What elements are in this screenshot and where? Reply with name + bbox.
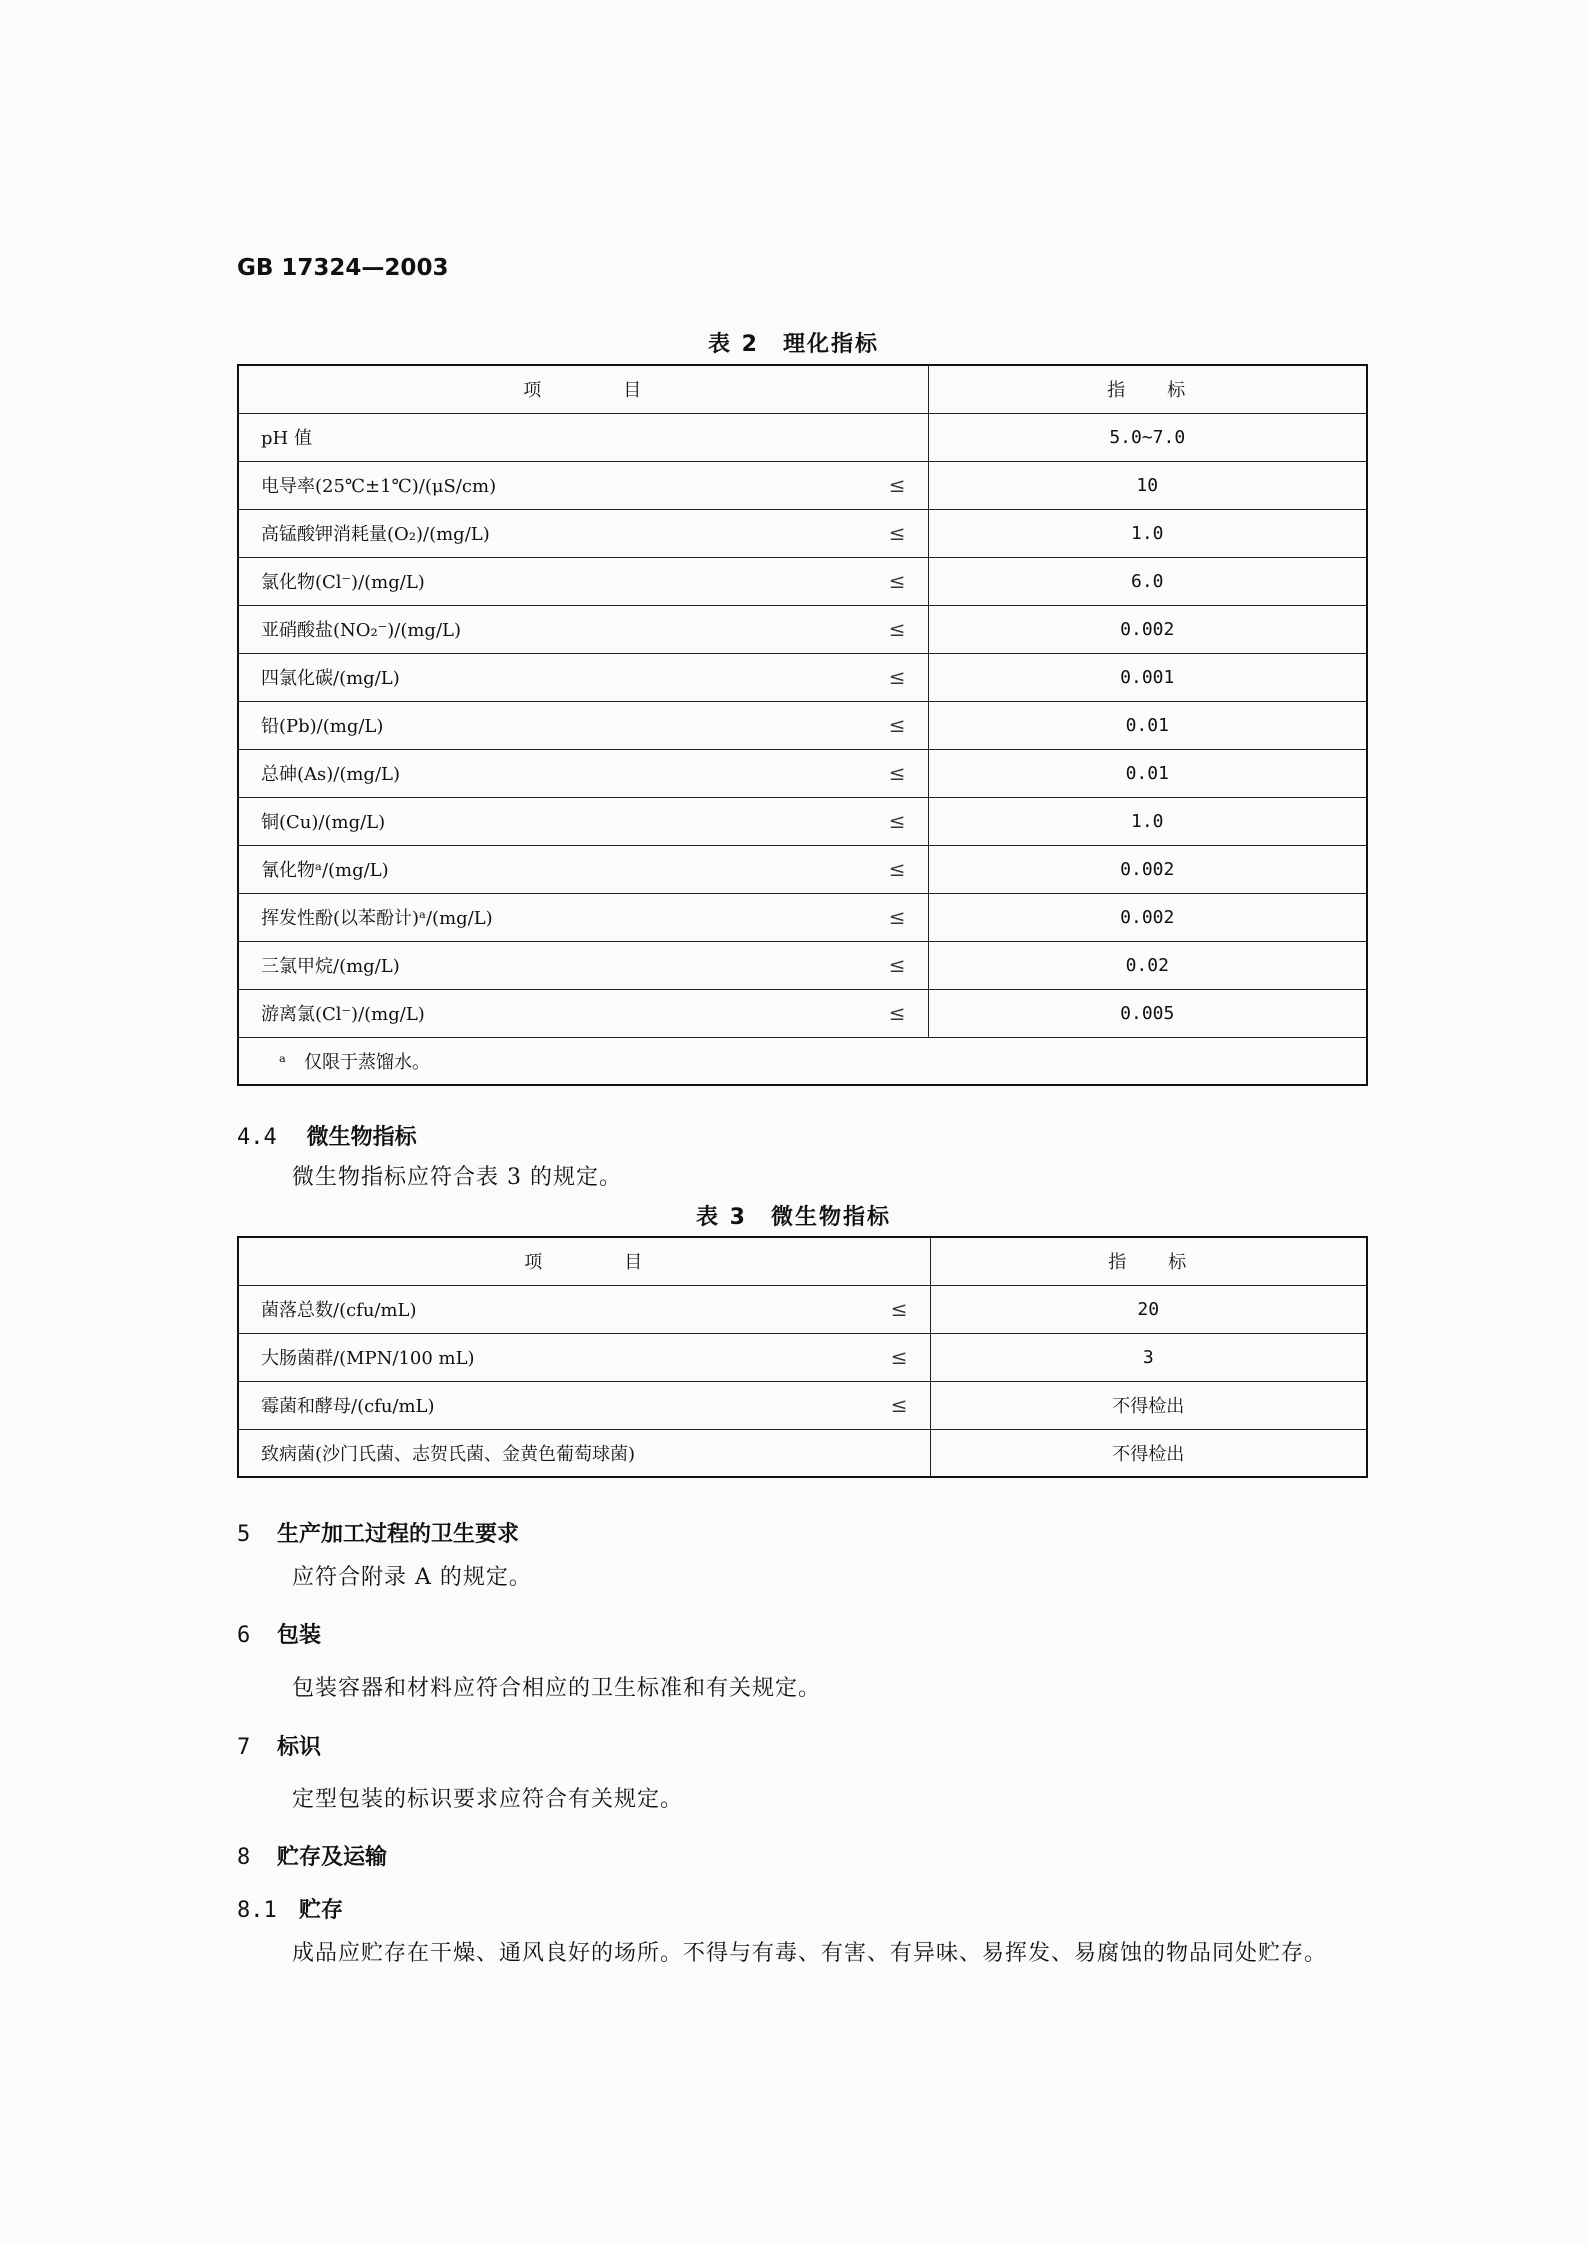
table2-item-cell (238, 941, 928, 989)
table2-item-cell (238, 605, 928, 653)
table2-value-cell: 0.01 (928, 701, 1367, 749)
table3-caption: 表 3 微生物指标 (696, 1205, 891, 1230)
section-title: 贮存及运输 (277, 1845, 388, 1870)
item-label: 菌落总数/(cfu/mL) (261, 1300, 417, 1321)
table2-item-cell (238, 749, 928, 797)
table2-row (238, 413, 1367, 461)
item-label: 四氯化碳/(mg/L) (261, 668, 400, 689)
section-4-4-heading (237, 1120, 417, 1151)
section-text: 应符合附录 A 的规定。 (292, 1565, 532, 1590)
table3-value-cell: 不得检出 (930, 1429, 1367, 1477)
table3-value-cell: 20 (930, 1285, 1367, 1333)
comparison-operator: ≤ (888, 713, 906, 737)
comparison-operator: ≤ (888, 905, 906, 929)
item-wrap (261, 712, 928, 738)
table2-col-value: 指 标 (928, 365, 1367, 413)
table2-value-cell: 0.01 (928, 749, 1367, 797)
item-wrap (261, 760, 928, 786)
item-wrap (261, 472, 928, 498)
section-heading (237, 1618, 321, 1649)
comparison-operator: ≤ (888, 1001, 906, 1025)
table3-item-cell (238, 1333, 930, 1381)
table2-caption: 表 2 理化指标 (708, 332, 879, 357)
item-label: 大肠菌群/(MPN/100 mL) (261, 1348, 475, 1369)
section-number: 8.1 (237, 1898, 277, 1923)
item-label: 霉菌和酵母/(cfu/mL) (261, 1396, 435, 1417)
table2-item-cell (238, 701, 928, 749)
section-heading (237, 1730, 321, 1761)
table3-row (238, 1333, 1367, 1381)
table2-row (238, 749, 1367, 797)
table2-row (238, 893, 1367, 941)
comparison-operator: ≤ (888, 809, 906, 833)
table2-value-cell: 0.005 (928, 989, 1367, 1037)
table2-row (238, 701, 1367, 749)
table3-row (238, 1429, 1367, 1477)
table3-col-item: 项 目 (238, 1237, 930, 1285)
table2-item-cell (238, 845, 928, 893)
section-title: 标识 (277, 1735, 322, 1760)
section-number: 7 (237, 1735, 251, 1760)
table2-item-cell (238, 413, 928, 461)
item-label: 氰化物ᵃ/(mg/L) (261, 860, 389, 881)
item-wrap (261, 1392, 930, 1418)
item-wrap (261, 1000, 928, 1026)
item-wrap (261, 1344, 930, 1370)
section-number: 8 (237, 1845, 251, 1870)
table3-row (238, 1381, 1367, 1429)
table2-row (238, 797, 1367, 845)
table2-value-cell: 0.002 (928, 893, 1367, 941)
table3-value-cell: 3 (930, 1333, 1367, 1381)
item-label: 氯化物(Cl⁻)/(mg/L) (261, 572, 425, 593)
table2-footnote: ᵃ 仅限于蒸馏水。 (238, 1037, 1367, 1085)
item-label: 三氯甲烷/(mg/L) (261, 956, 400, 977)
comparison-operator: ≤ (888, 521, 906, 545)
item-wrap (261, 952, 928, 978)
table3-row (238, 1285, 1367, 1333)
table2-row (238, 989, 1367, 1037)
section-number: 4.4 (237, 1125, 277, 1150)
section-number: 5 (237, 1522, 251, 1547)
table2-row (238, 557, 1367, 605)
table2-item-cell (238, 653, 928, 701)
comparison-operator: ≤ (888, 473, 906, 497)
table2-item-cell (238, 557, 928, 605)
item-wrap (261, 520, 928, 546)
section-number: 6 (237, 1623, 251, 1648)
item-wrap (261, 856, 928, 882)
table3-item-cell (238, 1285, 930, 1333)
table2-row (238, 605, 1367, 653)
table2-row (238, 845, 1367, 893)
table2-footnote-row (238, 1037, 1367, 1085)
comparison-operator: ≤ (888, 953, 906, 977)
table2-row (238, 653, 1367, 701)
table2-item-cell (238, 797, 928, 845)
table2-row (238, 941, 1367, 989)
table2-row (238, 461, 1367, 509)
table2-item-cell (238, 509, 928, 557)
table2-item-cell (238, 893, 928, 941)
comparison-operator: ≤ (890, 1393, 908, 1417)
table3 (237, 1236, 1368, 1478)
table2-value-cell: 10 (928, 461, 1367, 509)
table3-item-cell (238, 1429, 930, 1477)
table2-col-item: 项 目 (238, 365, 928, 413)
section-text: 定型包装的标识要求应符合有关规定。 (292, 1787, 684, 1812)
item-wrap (261, 424, 928, 450)
section-4-4-text: 微生物指标应符合表 3 的规定。 (292, 1165, 622, 1190)
table3-value-cell: 不得检出 (930, 1381, 1367, 1429)
table2-value-cell: 1.0 (928, 797, 1367, 845)
table2-item-cell (238, 461, 928, 509)
table3-item-cell (238, 1381, 930, 1429)
comparison-operator: ≤ (890, 1297, 908, 1321)
item-label: 电导率(25℃±1℃)/(μS/cm) (261, 476, 497, 497)
section-title: 微生物指标 (306, 1125, 417, 1150)
table2-value-cell: 5.0~7.0 (928, 413, 1367, 461)
item-wrap (261, 1440, 930, 1466)
table3-col-value: 指 标 (930, 1237, 1367, 1285)
comparison-operator: ≤ (890, 1345, 908, 1369)
item-wrap (261, 664, 928, 690)
table2-item-cell (238, 989, 928, 1037)
table2-value-cell: 0.001 (928, 653, 1367, 701)
section-title: 包装 (277, 1623, 322, 1648)
item-label: 致病菌(沙门氏菌、志贺氏菌、金黄色葡萄球菌) (261, 1443, 636, 1465)
item-label: 亚硝酸盐(NO₂⁻)/(mg/L) (261, 620, 461, 641)
comparison-operator: ≤ (888, 617, 906, 641)
item-label: 挥发性酚(以苯酚计)ᵃ/(mg/L) (261, 908, 493, 929)
item-label: 铅(Pb)/(mg/L) (261, 716, 384, 737)
item-wrap (261, 616, 928, 642)
table2-value-cell: 0.002 (928, 845, 1367, 893)
section-heading (237, 1840, 387, 1871)
table2-value-cell: 6.0 (928, 557, 1367, 605)
table2-value-cell: 0.02 (928, 941, 1367, 989)
section-heading (237, 1517, 519, 1548)
table2-value-cell: 1.0 (928, 509, 1367, 557)
item-wrap (261, 568, 928, 594)
item-label: 铜(Cu)/(mg/L) (261, 812, 386, 833)
table2-value-cell: 0.002 (928, 605, 1367, 653)
comparison-operator: ≤ (888, 665, 906, 689)
item-label: pH 值 (261, 428, 312, 449)
item-label: 游离氯(Cl⁻)/(mg/L) (261, 1004, 425, 1025)
item-wrap (261, 808, 928, 834)
section-heading (237, 1893, 343, 1924)
section-title: 生产加工过程的卫生要求 (277, 1522, 520, 1547)
section-text: 成品应贮存在干燥、通风良好的场所。不得与有毒、有害、有异味、易挥发、易腐蚀的物品同处贮存。 (292, 1941, 1328, 1966)
comparison-operator: ≤ (888, 569, 906, 593)
table2-row (238, 509, 1367, 557)
item-wrap (261, 1296, 930, 1322)
item-label: 高锰酸钾消耗量(O₂)/(mg/L) (261, 524, 490, 545)
comparison-operator: ≤ (888, 761, 906, 785)
standard-code: GB 17324—2003 (237, 255, 449, 281)
section-text: 包装容器和材料应符合相应的卫生标准和有关规定。 (292, 1676, 822, 1701)
comparison-operator: ≤ (888, 857, 906, 881)
item-label: 总砷(As)/(mg/L) (261, 764, 400, 785)
table2 (237, 364, 1368, 1086)
table3-header-row (238, 1237, 1367, 1285)
table2-header-row (238, 365, 1367, 413)
item-wrap (261, 904, 928, 930)
section-title: 贮存 (299, 1898, 344, 1923)
